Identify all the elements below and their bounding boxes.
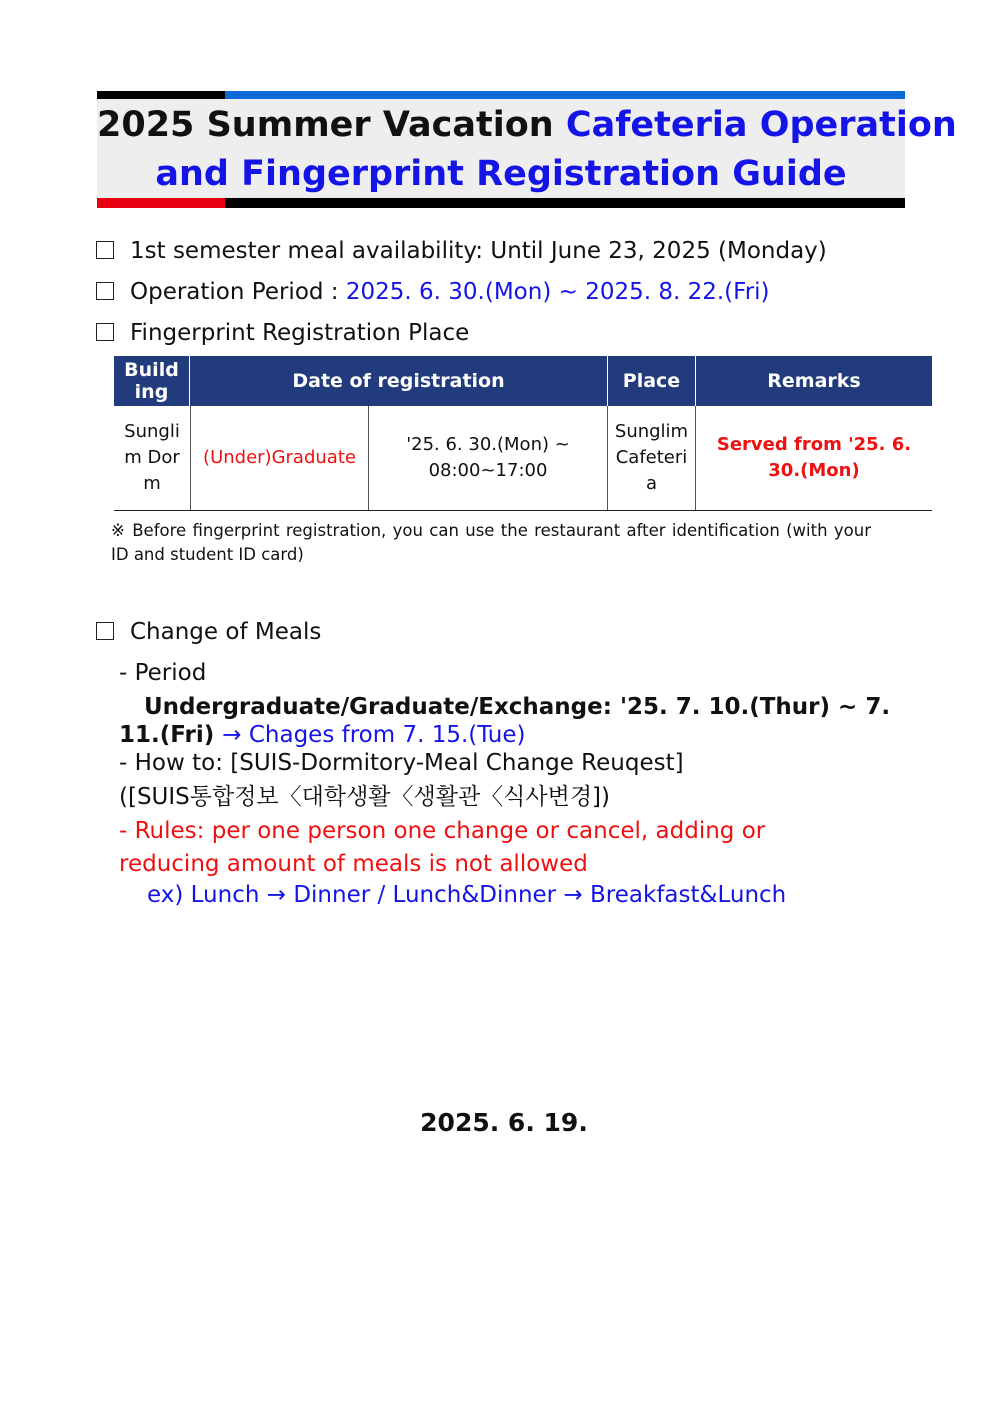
- cell-date: '25. 6. 30.(Mon) ~ 08:00~17:00: [406, 434, 570, 481]
- header-remarks: Remarks: [696, 356, 932, 406]
- title-black-text: 2025 Summer Vacation: [97, 105, 566, 145]
- howto-korean-path: ([SUIS통합정보〈대학생활〈생활관〈식사변경]): [119, 784, 610, 810]
- operation-period-value: 2025. 6. 30.(Mon) ~ 2025. 8. 22.(Fri): [345, 279, 770, 305]
- title-bar-top-blue: [225, 91, 905, 99]
- fingerprint-heading-item: [96, 318, 469, 348]
- table-bottom-rule: [114, 510, 932, 511]
- fingerprint-heading-text: Fingerprint Registration Place: [130, 320, 470, 346]
- title-bar-bottom-red: [97, 198, 225, 208]
- rules-line-2: reducing amount of meals is not allowed: [119, 851, 588, 877]
- header-date: Date of registration: [190, 356, 607, 406]
- period-text-line-2: [119, 720, 526, 750]
- change-of-meals-heading: [96, 617, 321, 647]
- period-end-date: 11.(Fri): [119, 722, 223, 748]
- checkbox-icon: [96, 323, 114, 341]
- period-label: - Period: [119, 660, 207, 686]
- header-place: Place: [608, 356, 695, 406]
- page-title-line-2: and Fingerprint Registration Guide: [155, 154, 847, 194]
- registration-note: ※ Before fingerprint registration, you can use the restaurant after identification (with your ID and student ID card): [111, 521, 871, 564]
- meal-availability-text: 1st semester meal availability: Until June 23, 2025 (Monday): [130, 238, 827, 264]
- operation-period-label: Operation Period :: [130, 279, 346, 305]
- issue-date: 2025. 6. 19.: [420, 1108, 588, 1137]
- operation-period-item: [96, 277, 770, 307]
- howto-text: - How to: [SUIS-Dormitory-Meal Change Reuqest]: [119, 750, 684, 776]
- example-text: ex) Lunch → Dinner / Lunch&Dinner → Breakfast&Lunch: [147, 882, 787, 908]
- rules-line-1: - Rules: per one person one change or cancel, adding or: [119, 818, 766, 844]
- page-title-line-1: [97, 102, 957, 148]
- cell-place: Sunglim Cafeteria: [614, 421, 689, 494]
- checkbox-icon: [96, 622, 114, 640]
- title-bar-top-black: [97, 91, 225, 99]
- title-blue-text: Cafeteria Operation: [565, 105, 957, 145]
- cell-target: (Under)Graduate: [203, 447, 356, 468]
- checkbox-icon: [96, 241, 114, 259]
- cell-building: Sunglim Dorm: [124, 421, 180, 494]
- checkbox-icon: [96, 282, 114, 300]
- header-building: Building: [114, 356, 189, 406]
- cell-remarks: Served from '25. 6. 30.(Mon): [716, 434, 912, 481]
- meal-availability-item: [96, 236, 827, 266]
- change-start-note: → Chages from 7. 15.(Tue): [222, 722, 526, 748]
- change-heading-text: Change of Meals: [130, 619, 322, 645]
- registration-table: [114, 356, 932, 511]
- period-text-line-1: Undergraduate/Graduate/Exchange: '25. 7. 10.(Thur) ~ 7.: [144, 694, 891, 720]
- title-bar-bottom-black: [225, 198, 905, 208]
